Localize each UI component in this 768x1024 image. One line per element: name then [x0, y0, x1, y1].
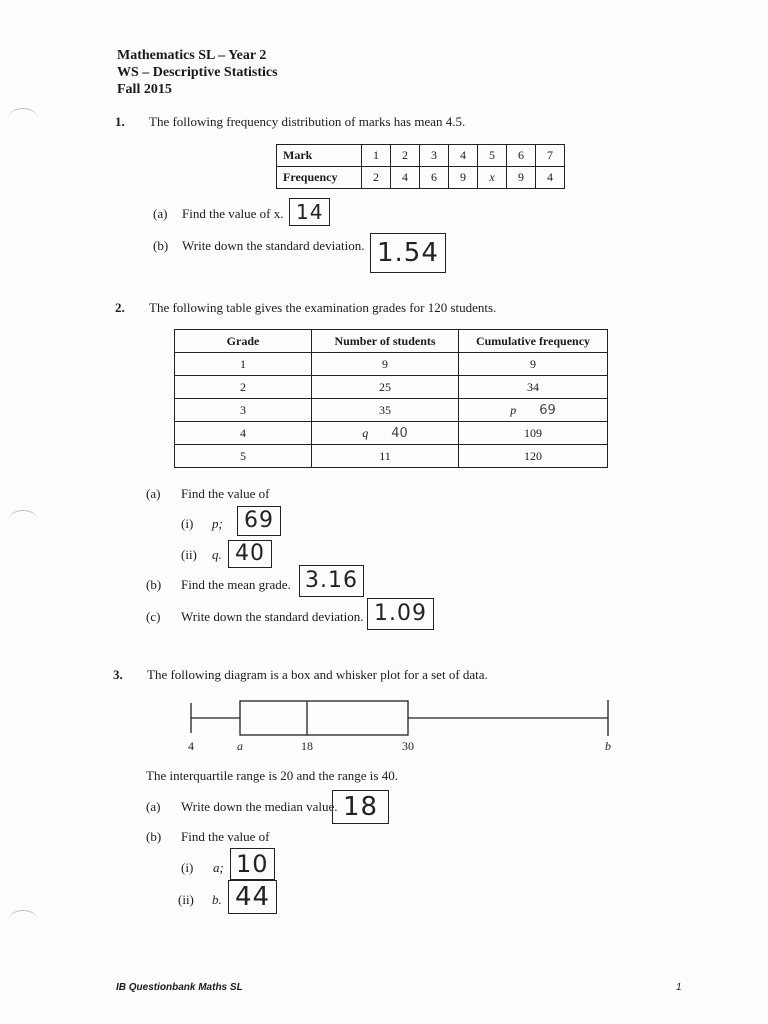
q2-part-ai-text: p; — [212, 516, 223, 531]
term: Fall 2015 — [117, 82, 172, 97]
table-row — [175, 376, 608, 399]
grades-table — [174, 329, 608, 468]
table-cell: 25 — [312, 376, 459, 399]
q3-part-bi-label: (i) — [181, 860, 194, 875]
table-cell: 4 — [175, 422, 312, 445]
table-cell: 35 — [312, 399, 459, 422]
frequency-cell: 2 — [362, 167, 391, 189]
axis-label-a: a — [237, 739, 243, 753]
q2-aii-handwritten-answer: 40 — [228, 540, 272, 568]
table-cell — [312, 422, 459, 445]
question-1-number: 1. — [115, 114, 125, 129]
axis-label-q3: 30 — [402, 739, 414, 753]
frequency-cell: 9 — [507, 167, 536, 189]
axis-label-min: 4 — [188, 739, 194, 753]
hole-punch-mark — [8, 510, 38, 531]
grades-header-students: Number of students — [312, 330, 459, 353]
q1-part-a-text: Find the value of x. — [182, 206, 284, 221]
mark-cell: 5 — [478, 145, 507, 167]
mark-cell: 4 — [449, 145, 478, 167]
worksheet-title: WS – Descriptive Statistics — [117, 65, 278, 80]
mark-cell: 7 — [536, 145, 565, 167]
table-row — [175, 399, 608, 422]
question-2-text: The following table gives the examination grades for 120 students. — [149, 300, 497, 315]
q1-part-b-text: Write down the standard deviation. — [182, 238, 365, 253]
q3-part-bii-label: (ii) — [178, 892, 194, 907]
table-row — [175, 445, 608, 468]
q2-part-ai-label: (i) — [181, 516, 194, 531]
q1-a-handwritten-answer: 14 — [289, 198, 330, 226]
question-1-text: The following frequency distribution of marks has mean 4.5. — [149, 114, 466, 129]
p-variable: p — [510, 402, 517, 417]
q2-part-aii-label: (ii) — [181, 547, 197, 562]
table-cell — [459, 399, 608, 422]
table-cell: 3 — [175, 399, 312, 422]
question-2-number: 2. — [115, 300, 125, 315]
mark-cell: 6 — [507, 145, 536, 167]
mark-cell: 2 — [391, 145, 420, 167]
q1-b-handwritten-answer: 1.54 — [370, 233, 446, 273]
table-cell: 9 — [459, 353, 608, 376]
q-handwritten-note: 40 — [391, 425, 408, 441]
q2-part-c-text: Write down the standard deviation. — [181, 609, 364, 624]
table-cell: 34 — [459, 376, 608, 399]
table-cell: 5 — [175, 445, 312, 468]
table-row — [175, 422, 608, 445]
q2-part-b-label: (b) — [146, 577, 162, 592]
hole-punch-mark — [8, 910, 38, 931]
frequency-table — [276, 144, 565, 189]
table-cell: 1 — [175, 353, 312, 376]
axis-label-median: 18 — [301, 739, 313, 753]
worksheet-header — [117, 47, 278, 98]
frequency-label: Frequency — [277, 167, 362, 189]
frequency-cell: 4 — [391, 167, 420, 189]
question-3-number: 3. — [113, 667, 123, 682]
frequency-cell: x — [478, 167, 507, 189]
q2-part-aii-text: q. — [212, 547, 222, 562]
q3-part-bii-text: b. — [212, 892, 222, 907]
q1-part-b-label: (b) — [153, 238, 169, 253]
axis-label-b: b — [605, 739, 611, 753]
table-cell: 2 — [175, 376, 312, 399]
question-3-text: The following diagram is a box and whisker plot for a set of data. — [147, 667, 488, 682]
q2-c-handwritten-answer: 1.09 — [367, 598, 434, 630]
table-row — [175, 353, 608, 376]
mark-label: Mark — [277, 145, 362, 167]
q2-part-a-text: Find the value of — [181, 486, 270, 501]
q2-part-c-label: (c) — [146, 609, 161, 624]
q3-part-b-text: Find the value of — [181, 829, 270, 844]
q3-statement: The interquartile range is 20 and the range is 40. — [146, 768, 398, 783]
p-handwritten-note: 69 — [539, 402, 556, 418]
q3-part-a-label: (a) — [146, 799, 161, 814]
q3-bii-handwritten-answer: 44 — [228, 880, 277, 914]
footer-source: IB Questionbank Maths SL — [116, 982, 243, 993]
frequency-cell: 9 — [449, 167, 478, 189]
grades-header-cumulative: Cumulative frequency — [459, 330, 608, 353]
frequency-cell: 6 — [420, 167, 449, 189]
q3-a-handwritten-answer: 18 — [332, 790, 389, 824]
table-cell: 109 — [459, 422, 608, 445]
q3-part-bi-text: a; — [213, 860, 224, 875]
q2-part-a-label: (a) — [146, 486, 161, 501]
frequency-cell: 4 — [536, 167, 565, 189]
q-variable: q — [362, 425, 369, 440]
mark-cell: 1 — [362, 145, 391, 167]
q2-part-b-text: Find the mean grade. — [181, 577, 291, 592]
box-whisker-plot — [180, 695, 620, 765]
grades-header-grade: Grade — [175, 330, 312, 353]
q2-ai-handwritten-answer: 69 — [237, 506, 281, 536]
table-cell: 120 — [459, 445, 608, 468]
page-number: 1 — [676, 982, 682, 993]
mark-cell: 3 — [420, 145, 449, 167]
table-cell: 11 — [312, 445, 459, 468]
q1-part-a-label: (a) — [153, 206, 168, 221]
q2-b-handwritten-answer: 3.16 — [299, 565, 364, 597]
table-cell: 9 — [312, 353, 459, 376]
hole-punch-mark — [8, 108, 38, 129]
q3-part-b-label: (b) — [146, 829, 162, 844]
box — [240, 701, 408, 735]
q3-bi-handwritten-answer: 10 — [230, 848, 275, 880]
q3-part-a-text: Write down the median value. — [181, 799, 338, 814]
course-title: Mathematics SL – Year 2 — [117, 48, 267, 63]
